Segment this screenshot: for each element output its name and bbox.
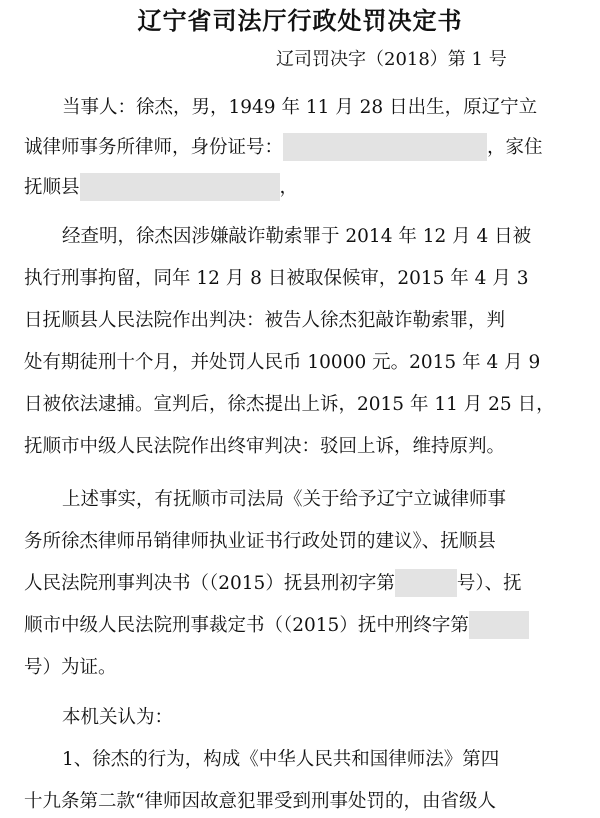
text-line xyxy=(24,566,522,602)
text-segment: 执行刑事拘留，同年 12 月 8 日被取保候审，2015 年 4 月 3 xyxy=(24,268,529,289)
text-line xyxy=(24,130,543,166)
text-segment: 号）、抚 xyxy=(456,573,522,594)
text-segment: 务所徐杰律师吊销律师执业证书行政处罚的建议》、抚顺县 xyxy=(24,531,496,552)
redaction-block xyxy=(395,569,457,597)
text-line xyxy=(24,524,496,560)
text-segment: 号）为证。 xyxy=(24,657,117,678)
text-segment: 抚顺县 xyxy=(24,177,80,198)
text-line xyxy=(62,742,499,778)
text-segment: 1、徐杰的行为，构成《中华人民共和国律师法》第四 xyxy=(62,749,500,770)
text-line xyxy=(24,387,555,423)
text-line xyxy=(62,700,173,736)
text-line xyxy=(24,608,529,644)
text-line xyxy=(24,784,496,818)
text-segment: 本机关认为： xyxy=(62,707,174,728)
text-segment: 经查明，徐杰因涉嫌敲诈勒索罪于 2014 年 12 月 4 日被 xyxy=(62,226,532,247)
text-segment: 人民法院刑事判决书（（2015）抚县刑初字第 xyxy=(24,573,395,594)
text-segment: 上述事实，有抚顺市司法局《关于给予辽宁立诚律师事 xyxy=(62,489,507,510)
text-segment: ， xyxy=(279,177,299,198)
text-segment: 诚律师事务所律师，身份证号： xyxy=(24,137,284,158)
text-line xyxy=(62,90,537,126)
document-title: 辽宁省司法厅行政处罚决定书 xyxy=(137,7,463,35)
text-line xyxy=(24,429,505,465)
text-line xyxy=(24,261,528,297)
text-segment: 十九条第二款“律师因故意犯罪受到刑事处罚的，由省级人 xyxy=(24,791,496,812)
text-segment: ，家住 xyxy=(487,137,543,158)
document-number: 辽司罚决字（2018）第 1 号 xyxy=(276,49,507,70)
text-segment: 抚顺市中级人民法院作出终审判决：驳回上诉，维持原判。 xyxy=(24,436,506,457)
redaction-block xyxy=(283,133,487,161)
text-line xyxy=(24,345,540,381)
text-line xyxy=(62,219,531,255)
text-segment: 处有期徒刑十个月，并处罚人民币 10000 元。2015 年 4 月 9 xyxy=(24,352,541,373)
text-line xyxy=(62,482,506,518)
redaction-block xyxy=(80,173,280,201)
text-line xyxy=(24,170,298,206)
redaction-block xyxy=(469,611,529,639)
text-segment: 当事人：徐杰，男，1949 年 11 月 28 日出生，原辽宁立 xyxy=(62,97,538,118)
text-segment: 顺市中级人民法院刑事裁定书（（2015）抚中刑终字第 xyxy=(24,615,469,636)
text-segment: 日抚顺县人民法院作出判决：被告人徐杰犯敲诈勒索罪，判 xyxy=(24,310,506,331)
text-line xyxy=(24,303,505,339)
text-segment: 日被依法逮捕。宣判后，徐杰提出上诉，2015 年 11 月 25 日， xyxy=(24,394,555,415)
text-line xyxy=(24,650,117,686)
